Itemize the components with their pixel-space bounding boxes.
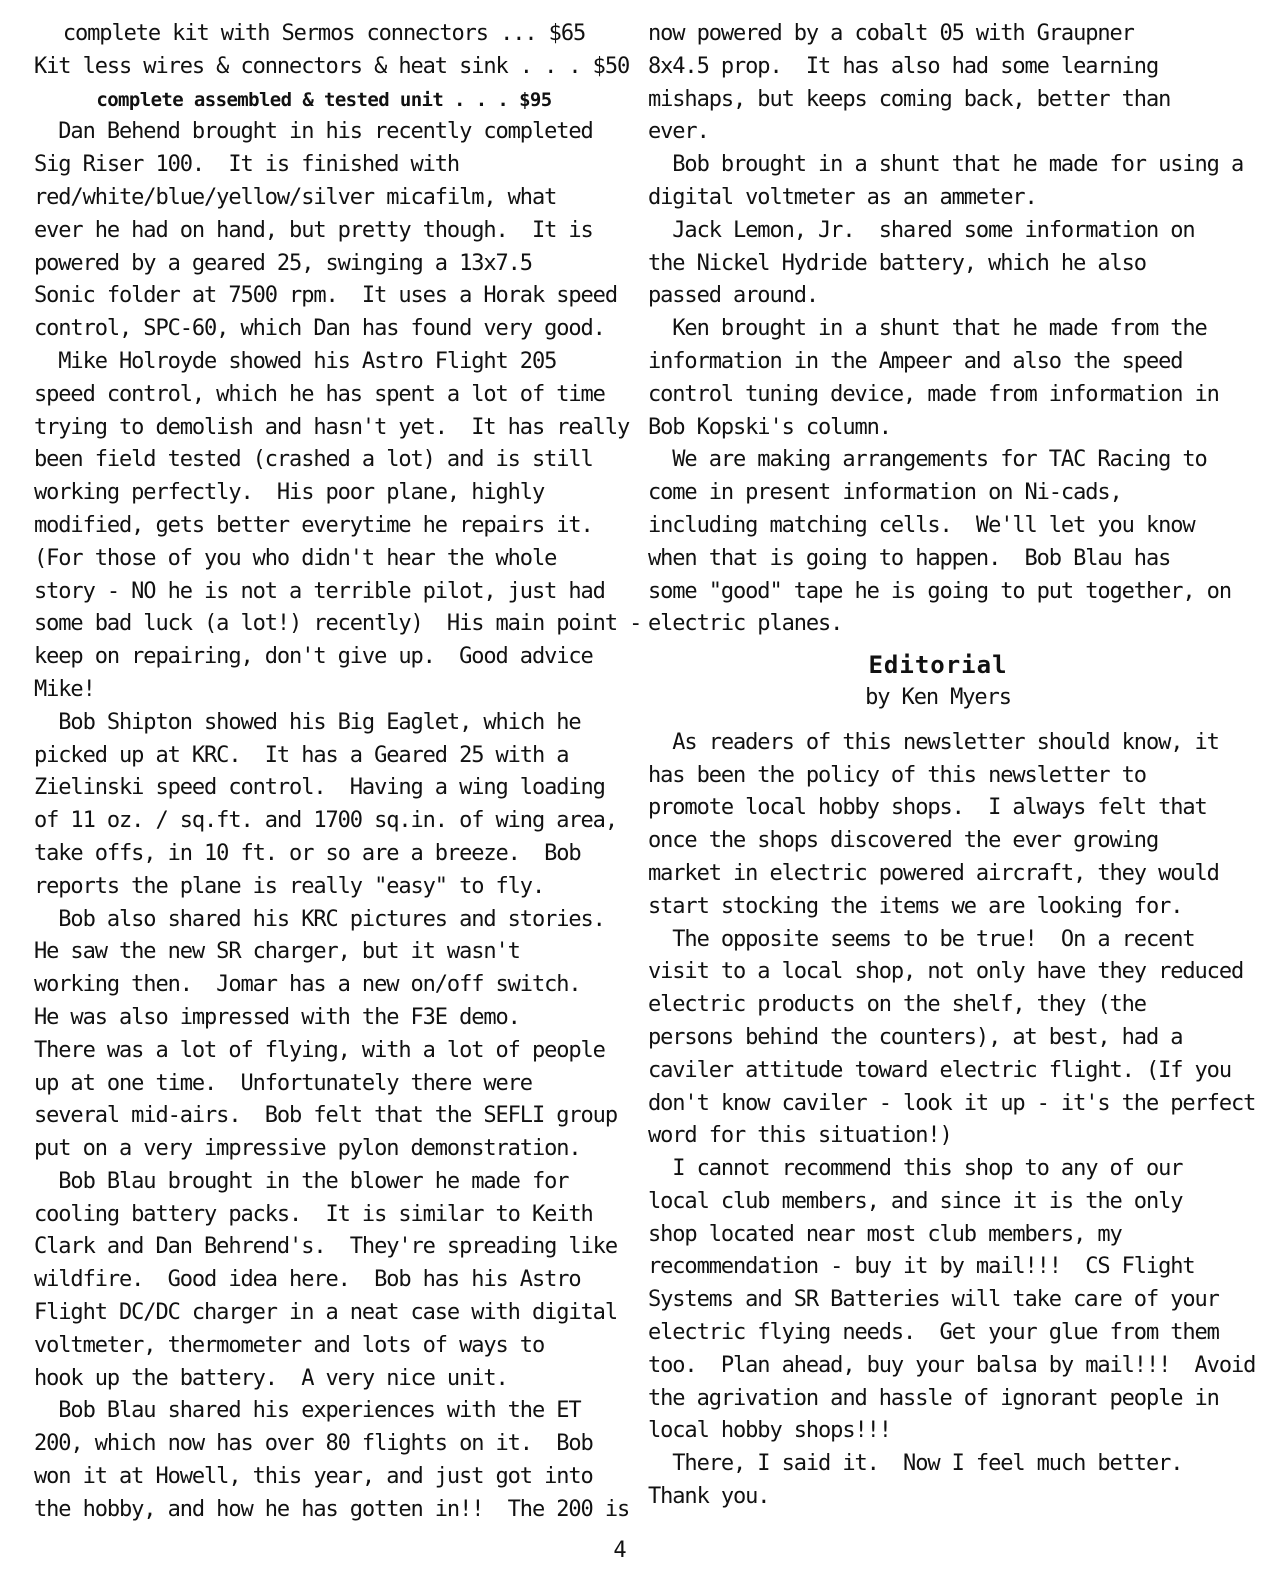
editorial-text-line: too. Plan ahead, buy your balsa by mail!!! Avoid [648,1352,1256,1378]
editorial-text-line: caviler attitude toward electric flight. (If you [648,1057,1231,1083]
editorial-text-line: start stocking the items we are looking for. [648,893,1183,919]
left-text-line: powered by a geared 25, swinging a 13x7.5 [34,250,532,276]
left-text-line: Zielinski speed control. Having a wing loading [34,775,605,801]
editorial-heading: Editorial [868,651,1008,680]
left-text-line: been field tested (crashed a lot) and is still [34,447,593,473]
left-text-line: There was a lot of flying, with a lot of people [34,1037,605,1063]
right-text-line: now powered by a cobalt 05 with Graupner [648,21,1134,46]
left-text-line: of 11 oz. / sq.ft. and 1700 sq.in. of wing area, [34,808,617,834]
left-text-line: control, SPC-60, which Dan has found very good. [34,316,605,342]
page-number: 4 [613,1538,627,1563]
left-text-line: wildfire. Good idea here. Bob has his Astro [34,1267,581,1293]
price-line-assembled: complete assembled & tested unit . . . $95 [96,88,552,111]
editorial-text-line: local club members, and since it is the only [648,1188,1183,1214]
left-text-line: Bob Shipton showed his Big Eaglet, which he [34,709,581,735]
right-column-body [648,18,1244,641]
editorial-text-line: I cannot recommend this shop to any of our [648,1156,1183,1182]
left-text-line: Clark and Dan Behrend's. They're spreading like [34,1234,617,1260]
right-text-line: ever. [648,119,709,145]
left-text-line: take offs, in 10 ft. or so are a breeze. Bob [34,840,581,866]
left-text-line: picked up at KRC. It has a Geared 25 with a [34,742,569,768]
editorial-text-line: has been the policy of this newsletter to [648,762,1146,788]
left-text-line: red/white/blue/yellow/silver micafilm, what [34,184,557,210]
editorial-text-line: once the shops discovered the ever growing [648,828,1159,854]
editorial-text-line: There, I said it. Now I feel much better. [648,1451,1183,1477]
left-text-line: story - NO he is not a terrible pilot, just had [34,578,605,604]
editorial-body [648,727,1256,1514]
price-line-kit-less-wires: Kit less wires & connectors & heat sink . . . $50 [34,53,630,79]
editorial-text-line: word for this situation!) [648,1123,952,1149]
left-text-line: cooling battery packs. It is similar to Keith [34,1201,593,1227]
editorial-text-line: electric products on the shelf, they (the [648,992,1146,1018]
editorial-text-line: Thank you. [648,1484,770,1510]
left-text-line: Mike! [34,676,95,702]
left-text-line: up at one time. Unfortunately there were [34,1070,532,1096]
right-text-line: including matching cells. We'll let you know [648,512,1195,538]
left-text-line: modified, gets better everytime he repairs it. [34,512,593,538]
left-text-line: He saw the new SR charger, but it wasn't [34,939,520,965]
left-text-line: He was also impressed with the F3E demo. [34,1004,520,1030]
right-text-line: Bob Kopski's column. [648,414,891,440]
left-text-line: Sonic folder at 7500 rpm. It uses a Horak speed [34,283,617,309]
left-text-line: put on a very impressive pylon demonstration. [34,1136,581,1162]
editorial-text-line: the agrivation and hassle of ignorant people in [648,1385,1219,1411]
editorial-text-line: electric flying needs. Get your glue from them [648,1320,1219,1346]
left-text-line: Flight DC/DC charger in a neat case with digital [34,1300,617,1326]
right-text-line: We are making arrangements for TAC Racing to [648,447,1207,473]
left-text-line: keep on repairing, don't give up. Good advice [34,644,593,670]
editorial-byline: by Ken Myers [865,684,1011,710]
left-column-body [34,116,642,1526]
right-column [648,18,1256,1514]
right-text-line: electric planes. [648,611,843,637]
left-text-line: the hobby, and how he has gotten in!! The 200 is [34,1496,630,1522]
right-text-line: passed around. [648,283,819,309]
right-text-line: information in the Ampeer and also the speed [648,348,1183,374]
right-text-line: some "good" tape he is going to put together, on [648,578,1231,604]
editorial-text-line: market in electric powered aircraft, they would [648,860,1219,886]
right-text-line: mishaps, but keeps coming back, better than [648,86,1171,112]
left-text-line: working then. Jomar has a new on/off switch. [34,972,581,998]
editorial-text-line: Systems and SR Batteries will take care of your [648,1287,1219,1313]
left-text-line: working perfectly. His poor plane, highly [34,480,545,506]
left-text-line: 200, which now has over 80 flights on it. Bob [34,1431,593,1457]
editorial-text-line: promote local hobby shops. I always felt that [648,795,1207,821]
left-column [34,18,642,1527]
right-text-line: 8x4.5 prop. It has also had some learning [648,53,1159,79]
left-text-line: hook up the battery. A very nice unit. [34,1365,508,1391]
editorial-text-line: don't know caviler - look it up - it's the perfect [648,1090,1256,1116]
left-text-line: Mike Holroyde showed his Astro Flight 205 [34,348,557,374]
left-text-line: won it at Howell, this year, and just got into [34,1464,593,1490]
editorial-text-line: visit to a local shop, not only have they reduced [648,959,1244,985]
editorial-text-line: The opposite seems to be true! On a recent [648,926,1195,952]
left-text-line: voltmeter, thermometer and lots of ways to [34,1332,545,1358]
left-text-line: several mid-airs. Bob felt that the SEFLI group [34,1103,617,1129]
price-line-kit: complete kit with Sermos connectors ... $65 [62,21,586,46]
left-text-line: trying to demolish and hasn't yet. It has really [34,414,630,440]
editorial-text-line: shop located near most club members, my [648,1221,1122,1247]
right-text-line: the Nickel Hydride battery, which he also [648,250,1146,276]
left-text-line: Bob also shared his KRC pictures and stories. [34,906,605,932]
left-text-line: some bad luck (a lot!) recently) His main point - [34,611,642,637]
right-text-line: Bob brought in a shunt that he made for using a [648,152,1244,178]
left-text-line: Sig Riser 100. It is finished with [34,152,460,178]
right-text-line: Jack Lemon, Jr. shared some information on [648,217,1195,243]
editorial-text-line: persons behind the counters), at best, had a [648,1024,1183,1050]
left-text-line: ever he had on hand, but pretty though. It is [34,217,593,243]
right-text-line: digital voltmeter as an ammeter. [648,184,1037,210]
editorial-text-line: local hobby shops!!! [648,1418,891,1444]
right-text-line: control tuning device, made from information in [648,381,1219,407]
right-text-line: Ken brought in a shunt that he made from the [648,316,1207,342]
editorial-text-line: recommendation - buy it by mail!!! CS Flight [648,1254,1195,1280]
editorial-text-line: As readers of this newsletter should know, it [648,729,1219,755]
right-text-line: come in present information on Ni-cads, [648,480,1122,506]
left-text-line: (For those of you who didn't hear the whole [34,545,557,571]
left-text-line: reports the plane is really "easy" to fly. [34,873,545,899]
left-text-line: speed control, which he has spent a lot of time [34,381,605,407]
left-text-line: Dan Behend brought in his recently completed [34,119,593,145]
left-text-line: Bob Blau shared his experiences with the ET [34,1398,581,1424]
left-text-line: Bob Blau brought in the blower he made for [34,1168,569,1194]
right-text-line: when that is going to happen. Bob Blau has [648,545,1171,571]
